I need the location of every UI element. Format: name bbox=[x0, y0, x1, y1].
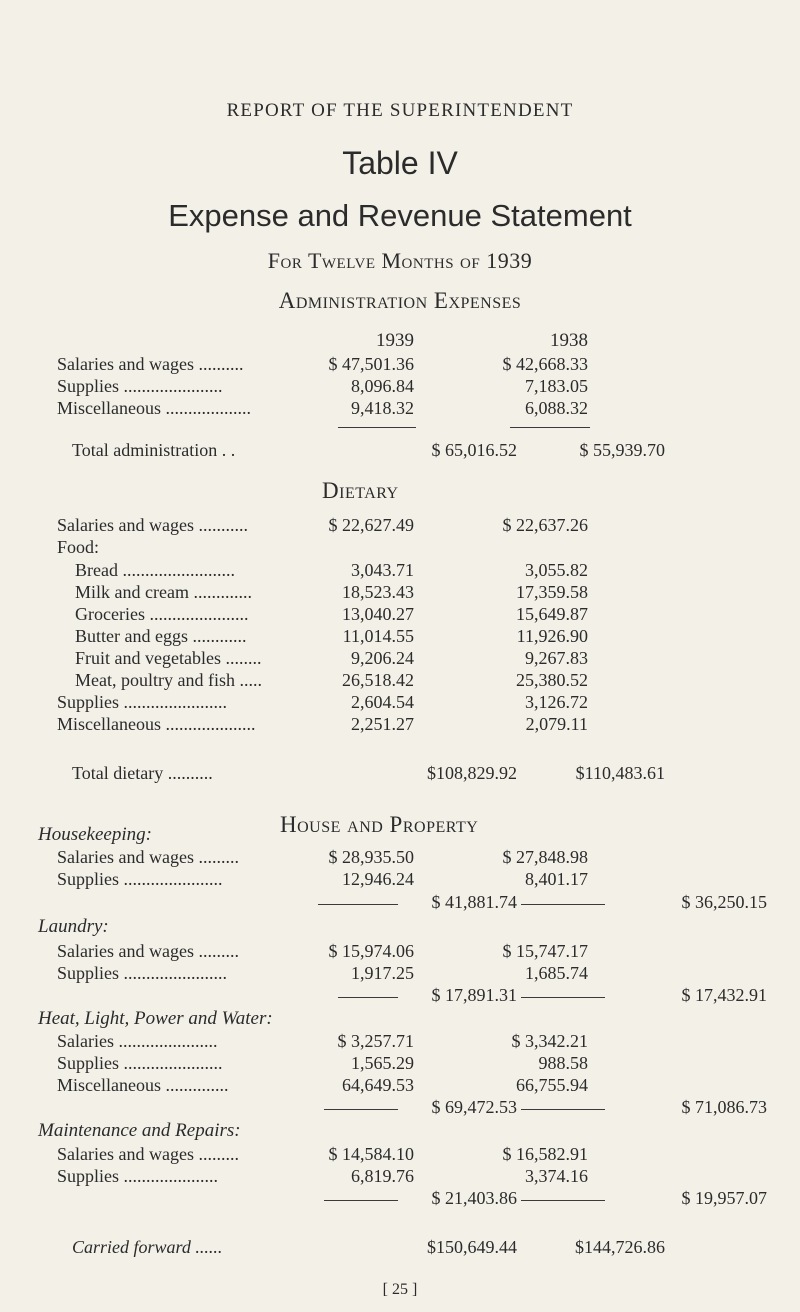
leader-rule bbox=[324, 1200, 398, 1201]
house-row-1939: $ 15,974.06 bbox=[328, 941, 414, 961]
laundry-subtotal-1938: $ 17,432.91 bbox=[681, 985, 767, 1005]
dietary-total-1939: $108,829.92 bbox=[427, 763, 517, 783]
dietary-row-1938: 15,649.87 bbox=[516, 604, 588, 624]
administration-heading: Administration Expenses bbox=[278, 288, 522, 313]
dietary-row-1939: 3,043.71 bbox=[351, 560, 414, 580]
heat-subtotal-1938: $ 71,086.73 bbox=[681, 1097, 767, 1117]
dietary-row-1938: $ 22,637.26 bbox=[502, 515, 588, 535]
house-row-1938: $ 27,848.98 bbox=[502, 847, 588, 867]
admin-row-1939: $ 47,501.36 bbox=[328, 354, 414, 374]
leader-rule bbox=[338, 997, 398, 998]
house-row-1938: 3,374.16 bbox=[525, 1166, 588, 1186]
table-title: Expense and Revenue Statement bbox=[168, 198, 632, 233]
admin-total-1938: $ 55,939.70 bbox=[579, 440, 665, 460]
heat-subtotal-1939: $ 69,472.53 bbox=[431, 1097, 517, 1117]
dietary-row-label: Groceries ...................... bbox=[75, 604, 249, 624]
dietary-row-label: Bread ......................... bbox=[75, 560, 235, 580]
house-row-label: Supplies ...................... bbox=[57, 869, 223, 889]
leader-rule bbox=[521, 904, 605, 905]
house-row-1938: 988.58 bbox=[538, 1053, 588, 1073]
dietary-row-1938: 9,267.83 bbox=[525, 648, 588, 668]
house-row-1939: $ 3,257.71 bbox=[337, 1031, 414, 1051]
dietary-row-1938: 25,380.52 bbox=[516, 670, 588, 690]
maintenance-subtotal-1938: $ 19,957.07 bbox=[681, 1188, 767, 1208]
dietary-food-label: Food: bbox=[57, 537, 100, 557]
table-number: Table IV bbox=[342, 145, 458, 181]
dietary-row-1939: 18,523.43 bbox=[342, 582, 414, 602]
housekeeping-subtotal-1938: $ 36,250.15 bbox=[681, 892, 767, 912]
leader-rule bbox=[521, 997, 605, 998]
dietary-row-1938: 11,926.90 bbox=[516, 626, 588, 646]
admin-row-1938: 7,183.05 bbox=[525, 376, 588, 396]
house-row-1938: 1,685.74 bbox=[525, 963, 588, 983]
admin-row-label: Supplies ...................... bbox=[57, 376, 223, 396]
house-row-label: Salaries and wages ......... bbox=[57, 1144, 239, 1164]
house-row-1938: $ 15,747.17 bbox=[502, 941, 588, 961]
house-row-label: Salaries ...................... bbox=[57, 1031, 218, 1051]
dietary-heading: Dietary bbox=[322, 478, 399, 503]
leader-rule bbox=[318, 904, 398, 905]
leader-rule bbox=[521, 1109, 605, 1110]
carried-forward-1939: $150,649.44 bbox=[427, 1237, 517, 1257]
house-row-1939: 1,917.25 bbox=[351, 963, 414, 983]
house-row-label: Supplies ...................... bbox=[57, 1053, 223, 1073]
dietary-row-label: Supplies ....................... bbox=[57, 692, 228, 712]
laundry-subtotal-1939: $ 17,891.31 bbox=[431, 985, 517, 1005]
dietary-row-1939: 2,604.54 bbox=[351, 692, 414, 712]
maintenance-label: Maintenance and Repairs: bbox=[38, 1120, 241, 1141]
maintenance-subtotal-1939: $ 21,403.86 bbox=[431, 1188, 517, 1208]
dietary-row-label: Milk and cream ............. bbox=[75, 582, 252, 602]
dietary-total-1938: $110,483.61 bbox=[575, 763, 665, 783]
heat-light-label: Heat, Light, Power and Water: bbox=[38, 1008, 273, 1029]
page-number: [ 25 ] bbox=[382, 1281, 418, 1298]
house-row-1939: 12,946.24 bbox=[342, 869, 414, 889]
dietary-row-label: Butter and eggs ............ bbox=[75, 626, 247, 646]
dietary-row-1938: 17,359.58 bbox=[516, 582, 588, 602]
dietary-row-1939: 9,206.24 bbox=[351, 648, 414, 668]
admin-total-label: Total administration . . bbox=[72, 440, 236, 460]
period-heading: For Twelve Months of 1939 bbox=[267, 248, 533, 273]
admin-row-1939: 8,096.84 bbox=[351, 376, 414, 396]
dietary-row-1939: 11,014.55 bbox=[342, 626, 414, 646]
dietary-row-1939: $ 22,627.49 bbox=[328, 515, 414, 535]
dietary-row-1938: 2,079.11 bbox=[525, 714, 588, 734]
dietary-row-1938: 3,126.72 bbox=[525, 692, 588, 712]
admin-row-label: Miscellaneous ................... bbox=[57, 398, 251, 418]
house-row-1939: $ 28,935.50 bbox=[328, 847, 414, 867]
carried-forward-label: Carried forward ...... bbox=[72, 1237, 223, 1257]
house-row-label: Salaries and wages ......... bbox=[57, 847, 239, 867]
housekeeping-subtotal-1939: $ 41,881.74 bbox=[431, 892, 517, 912]
admin-row-1938: 6,088.32 bbox=[525, 398, 588, 418]
housekeeping-label: Housekeeping: bbox=[38, 824, 152, 845]
house-property-heading: House and Property bbox=[280, 812, 479, 837]
laundry-label: Laundry: bbox=[38, 916, 109, 937]
house-row-1938: $ 3,342.21 bbox=[511, 1031, 588, 1051]
running-head: REPORT OF THE SUPERINTENDENT bbox=[226, 100, 574, 121]
dietary-row-label: Meat, poultry and fish ..... bbox=[75, 670, 262, 690]
house-row-1938: $ 16,582.91 bbox=[502, 1144, 588, 1164]
house-row-1938: 8,401.17 bbox=[525, 869, 588, 889]
house-row-1938: 66,755.94 bbox=[516, 1075, 588, 1095]
rule bbox=[338, 427, 416, 428]
admin-row-label: Salaries and wages .......... bbox=[57, 354, 244, 374]
house-row-1939: 64,649.53 bbox=[342, 1075, 414, 1095]
house-row-1939: 1,565.29 bbox=[351, 1053, 414, 1073]
dietary-row-label: Miscellaneous .................... bbox=[57, 714, 256, 734]
dietary-row-label: Fruit and vegetables ........ bbox=[75, 648, 262, 668]
dietary-row-1939: 13,040.27 bbox=[342, 604, 414, 624]
admin-row-1939: 9,418.32 bbox=[351, 398, 414, 418]
column-header-1939: 1939 bbox=[376, 330, 414, 351]
carried-forward-1938: $144,726.86 bbox=[575, 1237, 665, 1257]
column-header-1938: 1938 bbox=[550, 330, 588, 351]
leader-rule bbox=[521, 1200, 605, 1201]
rule bbox=[510, 427, 590, 428]
dietary-row-1939: 2,251.27 bbox=[351, 714, 414, 734]
admin-total-1939: $ 65,016.52 bbox=[431, 440, 517, 460]
house-row-label: Miscellaneous .............. bbox=[57, 1075, 229, 1095]
house-row-1939: $ 14,584.10 bbox=[328, 1144, 414, 1164]
dietary-row-1938: 3,055.82 bbox=[525, 560, 588, 580]
leader-rule bbox=[324, 1109, 398, 1110]
house-row-label: Salaries and wages ......... bbox=[57, 941, 239, 961]
dietary-row-label: Salaries and wages ........... bbox=[57, 515, 248, 535]
admin-row-1938: $ 42,668.33 bbox=[502, 354, 588, 374]
house-row-label: Supplies ....................... bbox=[57, 963, 228, 983]
house-row-label: Supplies ..................... bbox=[57, 1166, 219, 1186]
dietary-row-1939: 26,518.42 bbox=[342, 670, 414, 690]
dietary-total-label: Total dietary .......... bbox=[72, 763, 213, 783]
house-row-1939: 6,819.76 bbox=[351, 1166, 414, 1186]
